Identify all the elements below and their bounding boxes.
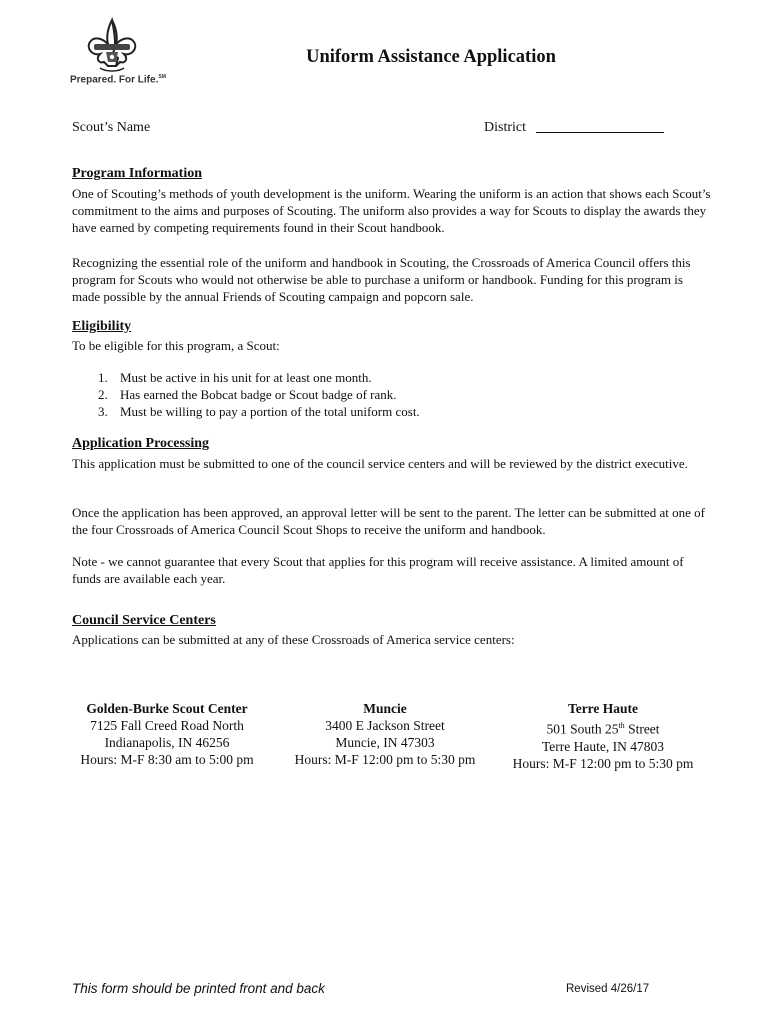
service-center-golden-burke — [57, 700, 277, 768]
service-center-name: Terre Haute — [567, 701, 639, 716]
program-information-paragraph-2: Recognizing the essential role of the uniform and handbook in Scouting, the Crossroads of America Council offers this program for Scouts who would not otherwise be able to purchase a uniform or handbook. Funding for this program is made possible by the annual Friends of Scouting campaign and popcorn sale. — [72, 255, 691, 304]
service-center-city: Indianapolis, IN 46256 — [104, 735, 230, 750]
program-information-heading: Program Information — [72, 166, 202, 181]
page-title: Uniform Assistance Application — [306, 47, 556, 67]
eligibility-list — [98, 369, 698, 420]
list-item: 1. Must be active in his unit for at least one month. — [98, 370, 372, 385]
service-center-city: Muncie, IN 47303 — [335, 735, 435, 750]
district-label: District — [484, 120, 526, 135]
service-center-hours: Hours: M-F 12:00 pm to 5:30 pm — [512, 755, 694, 771]
list-item: 3. Must be willing to pay a portion of the total uniform cost. — [98, 404, 420, 419]
council-service-centers-intro: Applications can be submitted at any of these Crossroads of America service centers: — [72, 632, 515, 647]
service-center-name: Muncie — [363, 701, 407, 716]
eligibility-intro: To be eligible for this program, a Scout: — [72, 338, 280, 353]
service-center-street: 3400 E Jackson Street — [325, 718, 445, 733]
scout-name-label: Scout’s Name — [72, 120, 151, 135]
service-center-city: Terre Haute, IN 47803 — [541, 738, 664, 754]
footer-print-note: This form should be printed front and back — [72, 981, 325, 996]
logo-tagline: Prepared. For Life.℠ — [70, 74, 166, 86]
council-service-centers-heading: Council Service Centers — [72, 613, 216, 628]
application-processing-paragraph-2: Once the application has been approved, an approval letter will be sent to the parent. The letter can be submitted at one of the four Crossroads of America Council Scout Shops to receive the uniform and handbook. — [72, 505, 705, 537]
service-center-terre-haute — [493, 700, 713, 772]
service-center-hours: Hours: M-F 8:30 am to 5:00 pm — [80, 752, 254, 767]
application-processing-paragraph-3: Note - we cannot guarantee that every Scout that applies for this program will receive assistance. A limited amount of funds are available each year. — [72, 554, 684, 586]
application-processing-heading: Application Processing — [72, 436, 210, 451]
district-input-line[interactable] — [536, 132, 664, 133]
application-processing-paragraph-1: This application must be submitted to one of the council service centers and will be reviewed by the district executive. — [72, 456, 688, 471]
service-center-street: 7125 Fall Creed Road North — [90, 718, 244, 733]
list-item: 2. Has earned the Bobcat badge or Scout badge of rank. — [98, 387, 397, 402]
revised-date: Revised 4/26/17 — [566, 983, 650, 995]
service-center-hours: Hours: M-F 12:00 pm to 5:30 pm — [294, 752, 476, 767]
service-center-street: 501 South 25th Street — [546, 721, 660, 737]
eligibility-heading: Eligibility — [72, 319, 132, 334]
service-center-muncie — [275, 700, 495, 768]
service-center-name: Golden-Burke Scout Center — [86, 701, 248, 716]
program-information-paragraph-1: One of Scouting’s methods of youth development is the uniform. Wearing the uniform is an action that shows each Scout’s commitment to the aims and purposes of Scouting. The uniform also provides a way for Scouts to display the awards they have earned by competing requirements found in their Scout handbook. — [72, 186, 711, 235]
